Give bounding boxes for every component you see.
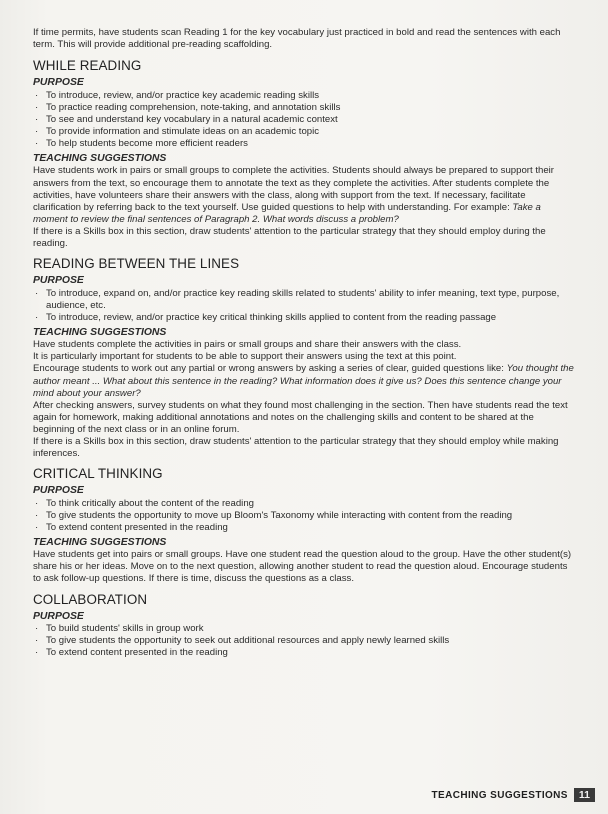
- list-item: · To introduce, expand on, and/or practice key reading skills related to students' ability to infer meaning, text type, purpose, audience, etc.: [35, 287, 560, 311]
- list-item: · To introduce, review, and/or practice key academic reading skills: [35, 89, 320, 101]
- purpose-heading: PURPOSE: [33, 275, 84, 287]
- body-paragraph: Encourage students to work out any partial or wrong answers by asking a series of clear, guided questions like: You thought the author meant ... What about this sentence in the reading? What information does it give us? Does this sentence change your mind about your answer?: [33, 363, 574, 399]
- page-number: 11: [574, 788, 595, 802]
- bullet-icon: ·: [35, 125, 39, 137]
- section-title: READING BETWEEN THE LINES: [33, 256, 240, 272]
- body-paragraph: Have students complete the activities in pairs or small groups and share their answers with the class.: [33, 339, 462, 351]
- list-item: · To extend content presented in the reading: [35, 521, 228, 533]
- list-item: · To think critically about the content of the reading: [35, 497, 254, 509]
- footer-label: TEACHING SUGGESTIONS: [431, 789, 568, 801]
- body-paragraph: Have students work in pairs or small groups to complete the activities. Students should always be prepared to support their answers from the text, so encourage them to annotate the text as they complete the activities. After students complete the activities, have volunteers share their answers with the class, along with support from the text. If necessary, facilitate clarification by referring back to the text yourself. Use guided questions to help with understanding. For example: Take a moment to review the final sentences of Paragraph 2. What words discuss a problem?: [33, 165, 554, 225]
- bullet-icon: ·: [35, 647, 39, 659]
- bullet-icon: ·: [35, 622, 39, 634]
- purpose-list: [33, 498, 575, 534]
- section-while-reading: [33, 58, 575, 250]
- purpose-list: [33, 623, 575, 659]
- section-title: COLLABORATION: [33, 591, 148, 607]
- body-paragraph: After checking answers, survey students on what they found most challenging in the section. Then have students read the text again for homework, making additional annotations and notes on the challenging skills and content to be shared at the beginning of the next class or in an online forum.: [33, 399, 568, 435]
- list-item: · To give students the opportunity to move up Bloom's Taxonomy while interacting with content from the reading: [35, 509, 513, 521]
- section-critical-thinking: [33, 466, 575, 585]
- intro-paragraph: If time permits, have students scan Reading 1 for the key vocabulary just practiced in bold and read the sentences with each term. This will provide additional pre-reading scaffolding.: [33, 27, 561, 51]
- purpose-heading: PURPOSE: [33, 485, 84, 497]
- bullet-icon: ·: [35, 101, 39, 113]
- section-reading-between-the-lines: [33, 256, 575, 460]
- bullet-icon: ·: [35, 89, 39, 101]
- section-collaboration: [33, 592, 575, 660]
- purpose-list: [33, 288, 575, 324]
- purpose-heading: PURPOSE: [33, 77, 84, 89]
- list-item: · To see and understand key vocabulary in a natural academic context: [35, 113, 338, 125]
- body-paragraph: If there is a Skills box in this section, draw students' attention to the particular strategy that they should employ during the reading.: [33, 225, 546, 250]
- teaching-suggestions-heading: TEACHING SUGGESTIONS: [33, 536, 167, 548]
- body-paragraph: Have students get into pairs or small groups. Have one student read the question aloud to the group. Have the other student(s) share his or her ideas. Move on to the next question, allowing another student to read the question aloud. Encourage students to ask follow-up questions. If there is time, discuss the questions as a class.: [33, 549, 572, 585]
- list-item: · To provide information and stimulate ideas on an academic topic: [35, 125, 320, 137]
- list-item: · To help students become more efficient readers: [35, 137, 248, 149]
- bullet-icon: ·: [35, 287, 39, 299]
- list-item: · To give students the opportunity to seek out additional resources and apply newly learned skills: [35, 635, 450, 647]
- bullet-icon: ·: [35, 497, 39, 509]
- bullet-icon: ·: [35, 635, 39, 647]
- page-footer: [432, 788, 595, 802]
- bullet-icon: ·: [35, 509, 39, 521]
- list-item: · To build students' skills in group work: [35, 622, 204, 634]
- list-item: · To introduce, review, and/or practice key critical thinking skills applied to content from the reading passage: [35, 311, 497, 323]
- bullet-icon: ·: [35, 113, 39, 125]
- teaching-suggestions-heading: TEACHING SUGGESTIONS: [33, 153, 167, 165]
- teaching-suggestions-heading: TEACHING SUGGESTIONS: [33, 326, 167, 338]
- section-title: CRITICAL THINKING: [33, 466, 163, 482]
- list-item: · To practice reading comprehension, note-taking, and annotation skills: [35, 101, 341, 113]
- bullet-icon: ·: [35, 137, 39, 149]
- body-paragraph: It is particularly important for students to be able to support their answers using the text at this point.: [33, 351, 457, 363]
- bullet-icon: ·: [35, 311, 39, 323]
- page-content: [33, 27, 575, 665]
- body-paragraph: If there is a Skills box in this section, draw students' attention to the particular strategy that they should employ while making inferences.: [33, 435, 559, 460]
- bullet-icon: ·: [35, 521, 39, 533]
- purpose-heading: PURPOSE: [33, 610, 84, 622]
- list-item: · To extend content presented in the reading: [35, 647, 228, 659]
- purpose-list: [33, 90, 575, 150]
- section-title: WHILE READING: [33, 58, 142, 74]
